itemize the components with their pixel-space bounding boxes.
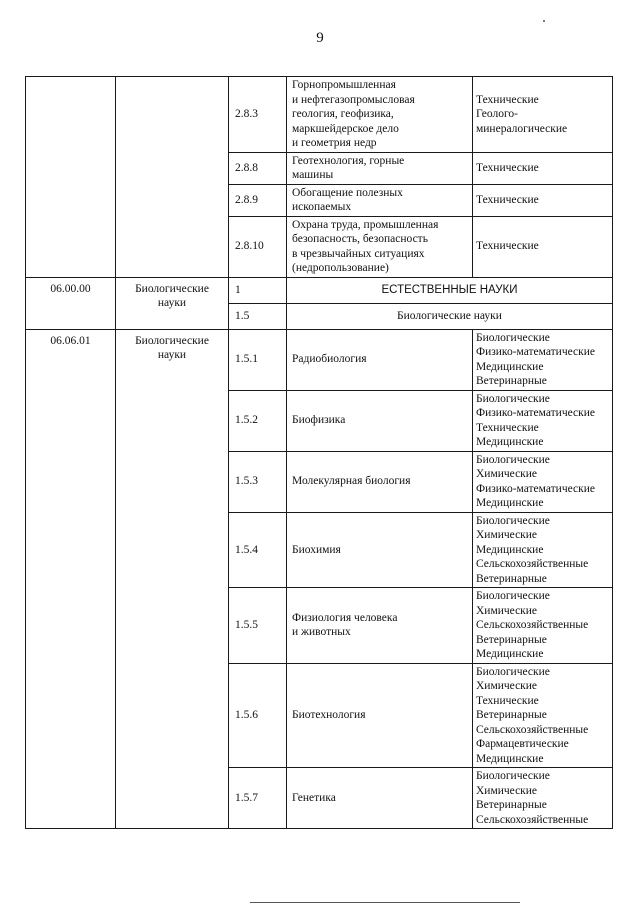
specialty-name-line: и геометрия недр bbox=[292, 137, 377, 149]
science-fields bbox=[473, 663, 613, 768]
science-field-line: Физико-математические bbox=[476, 482, 595, 495]
science-field-line: Технические bbox=[476, 161, 539, 174]
specialty-code: 1.5.6 bbox=[229, 663, 287, 768]
science-field-line: Ветеринарные bbox=[476, 799, 547, 811]
science-field-line: Химические bbox=[476, 604, 538, 617]
specialty-name bbox=[287, 216, 473, 277]
old-name-line: Биологические bbox=[135, 282, 209, 295]
science-fields bbox=[473, 216, 613, 277]
science-field-line: Медицинские bbox=[476, 497, 544, 509]
specialty-name-line: и нефтегазопромысловая bbox=[292, 93, 415, 106]
specialty-name-line: (недропользование) bbox=[292, 262, 389, 274]
science-field-line: Медицинские bbox=[476, 648, 544, 660]
scan-mark bbox=[543, 20, 545, 22]
specialty-code: 2.8.9 bbox=[229, 184, 287, 216]
old-name-line: науки bbox=[157, 297, 187, 309]
specialty-code: 1.5.2 bbox=[229, 390, 287, 451]
specialty-name-line: Физиология человека bbox=[292, 611, 398, 624]
old-name-cell bbox=[116, 329, 229, 829]
subgroup-title: Биологические науки bbox=[287, 303, 613, 329]
science-field-line: Технические bbox=[476, 93, 539, 106]
science-fields bbox=[473, 184, 613, 216]
specialty-name-line: Обогащение полезных bbox=[292, 186, 403, 199]
science-fields bbox=[473, 390, 613, 451]
specialty-name-line: машины bbox=[292, 169, 334, 181]
science-fields bbox=[473, 451, 613, 512]
page-number: 9 bbox=[316, 30, 324, 46]
science-field-line: Геолого- bbox=[476, 108, 518, 120]
specialty-name-line: безопасность, безопасность bbox=[292, 233, 428, 245]
old-code-cell bbox=[26, 77, 116, 278]
science-fields bbox=[473, 152, 613, 184]
specialty-name bbox=[287, 184, 473, 216]
science-field-line: Ветеринарные bbox=[476, 572, 547, 585]
science-field-line: Технические bbox=[476, 421, 539, 434]
science-field-line: Ветеринарные bbox=[476, 375, 547, 387]
science-field-line: Биологические bbox=[476, 453, 550, 466]
specialty-code: 1.5.7 bbox=[229, 768, 287, 829]
specialties-table bbox=[25, 76, 613, 829]
science-fields bbox=[473, 77, 613, 153]
science-fields bbox=[473, 512, 613, 588]
specialty-name-line: в чрезвычайных ситуациях bbox=[292, 247, 425, 260]
science-field-line: Ветеринарные bbox=[476, 633, 547, 646]
science-field-line: Технические bbox=[476, 694, 539, 707]
science-field-line: Медицинские bbox=[476, 752, 544, 765]
specialty-name-line: Биофизика bbox=[292, 414, 346, 427]
specialty-name bbox=[287, 152, 473, 184]
specialty-name bbox=[287, 451, 473, 512]
table-row bbox=[26, 329, 613, 390]
specialty-code: 2.8.8 bbox=[229, 152, 287, 184]
science-field-line: Технические bbox=[476, 193, 539, 206]
science-field-line: Сельскохозяйственные bbox=[476, 619, 589, 631]
science-field-line: Фармацевтические bbox=[476, 738, 569, 750]
specialty-code: 1.5.3 bbox=[229, 451, 287, 512]
specialty-code: 1.5.5 bbox=[229, 588, 287, 664]
specialty-name-line: и животных bbox=[292, 626, 351, 639]
science-fields bbox=[473, 768, 613, 829]
specialty-name-line: геология, геофизика, bbox=[292, 108, 394, 120]
group-title: ЕСТЕСТВЕННЫЕ НАУКИ bbox=[287, 277, 613, 303]
specialty-code: 2.8.3 bbox=[229, 77, 287, 153]
specialty-name-line: Биохимия bbox=[292, 543, 341, 556]
science-field-line: Химические bbox=[476, 529, 538, 541]
specialty-name-line: Геотехнология, горные bbox=[292, 154, 405, 167]
old-code-cell: 06.06.01 bbox=[26, 329, 116, 829]
specialty-name bbox=[287, 588, 473, 664]
specialty-code: 2.8.10 bbox=[229, 216, 287, 277]
science-field-line: Сельскохозяйственные bbox=[476, 723, 589, 736]
group-header-row bbox=[26, 277, 613, 303]
science-field-line: Сельскохозяйственные bbox=[476, 558, 589, 570]
table-row bbox=[26, 77, 613, 153]
specialty-name-line: маркшейдерское дело bbox=[292, 122, 399, 135]
science-field-line: Медицинские bbox=[476, 360, 544, 373]
specialty-name bbox=[287, 77, 473, 153]
science-field-line: Биологические bbox=[476, 770, 550, 782]
science-field-line: Биологические bbox=[476, 331, 550, 344]
specialty-code: 1.5.1 bbox=[229, 329, 287, 390]
science-field-line: Химические bbox=[476, 680, 538, 692]
science-field-line: Технические bbox=[476, 240, 539, 253]
old-code-cell: 06.00.00 bbox=[26, 277, 116, 329]
science-field-line: Медицинские bbox=[476, 436, 544, 448]
specialty-name bbox=[287, 512, 473, 588]
specialty-name-line: Охрана труда, промышленная bbox=[292, 218, 439, 231]
specialty-name-line: Горнопромышленная bbox=[292, 79, 396, 91]
specialty-name bbox=[287, 663, 473, 768]
science-field-line: Биологические bbox=[476, 590, 550, 602]
specialty-name-line: Биотехнология bbox=[292, 709, 366, 721]
science-field-line: Сельскохозяйственные bbox=[476, 813, 589, 826]
science-field-line: Химические bbox=[476, 468, 538, 480]
specialty-name-line: Молекулярная биология bbox=[292, 475, 411, 488]
science-fields bbox=[473, 588, 613, 664]
subgroup-code: 1.5 bbox=[229, 303, 287, 329]
science-field-line: Физико-математические bbox=[476, 346, 595, 358]
science-field-line: Химические bbox=[476, 784, 538, 797]
specialty-name bbox=[287, 768, 473, 829]
science-field-line: минералогические bbox=[476, 122, 568, 135]
bottom-rule bbox=[250, 902, 520, 903]
science-field-line: Биологические bbox=[476, 514, 550, 527]
science-field-line: Биологические bbox=[476, 665, 550, 678]
group-code: 1 bbox=[229, 277, 287, 303]
science-fields bbox=[473, 329, 613, 390]
specialty-name bbox=[287, 329, 473, 390]
old-name-line: Биологические bbox=[135, 334, 209, 347]
old-name-cell bbox=[116, 277, 229, 329]
science-field-line: Биологические bbox=[476, 392, 550, 405]
specialty-code: 1.5.4 bbox=[229, 512, 287, 588]
specialty-name bbox=[287, 390, 473, 451]
specialty-name-line: Радиобиология bbox=[292, 353, 367, 366]
science-field-line: Ветеринарные bbox=[476, 709, 547, 721]
old-name-line: науки bbox=[157, 349, 187, 361]
science-field-line: Медицинские bbox=[476, 543, 544, 556]
old-name-cell bbox=[116, 77, 229, 278]
science-field-line: Физико-математические bbox=[476, 407, 595, 419]
specialty-name-line: ископаемых bbox=[292, 201, 352, 213]
specialty-name-line: Генетика bbox=[292, 791, 336, 804]
